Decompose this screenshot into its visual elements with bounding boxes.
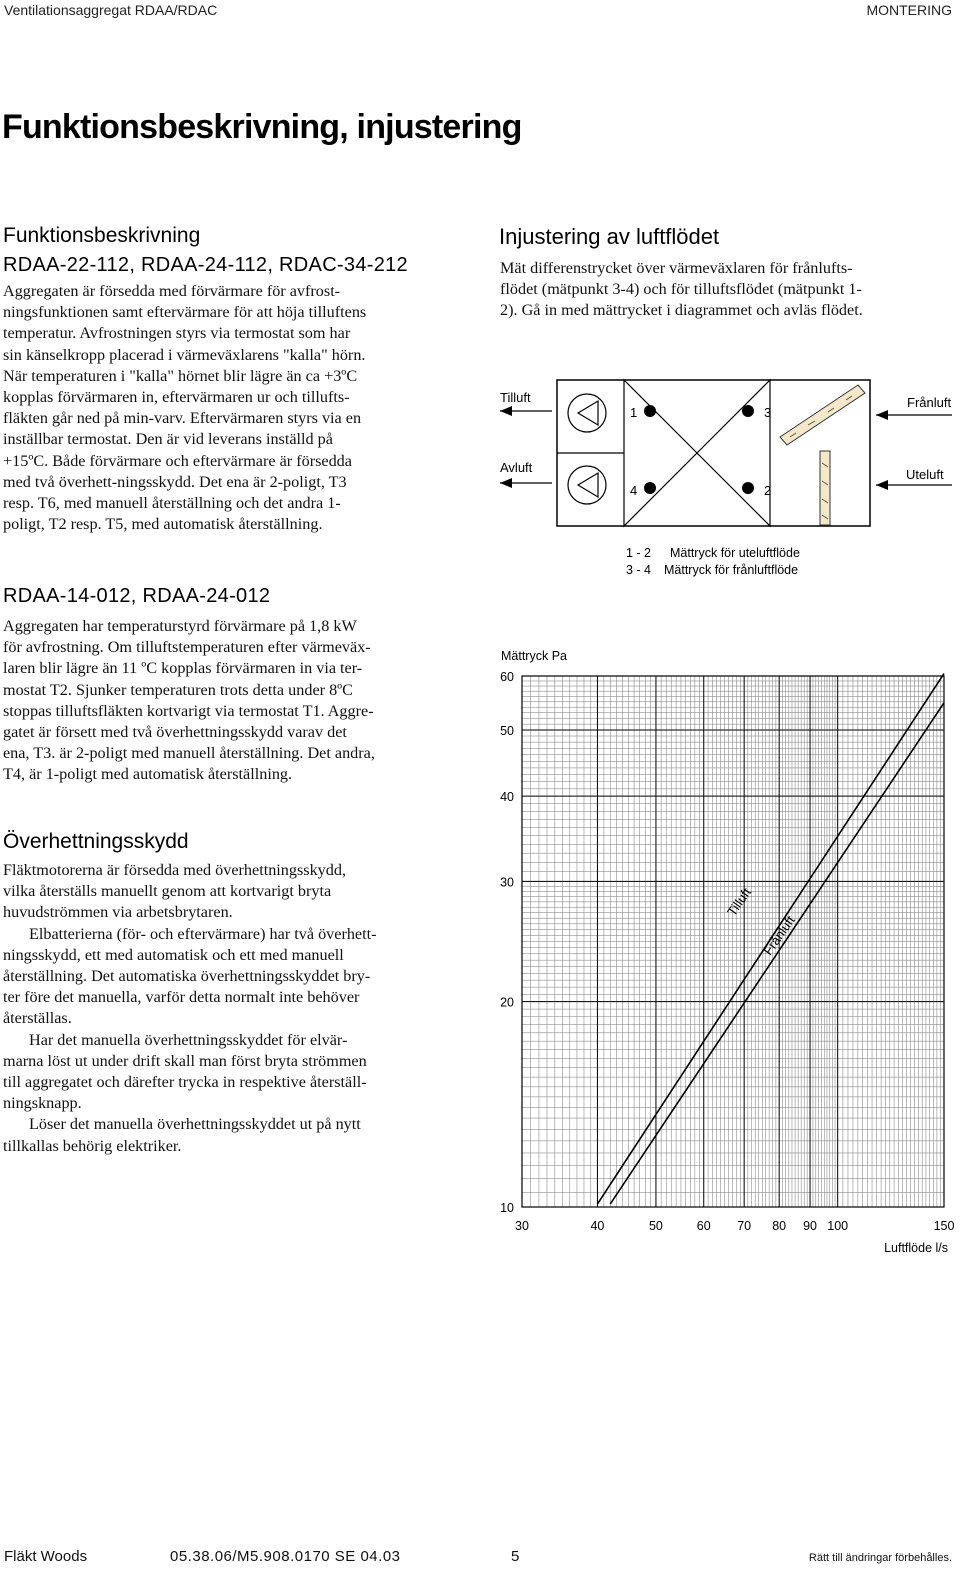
x-tick-label: 90: [803, 1219, 818, 1233]
text-line: poligt, T2 resp. T5, med automatisk återställning.: [3, 515, 323, 534]
text-line: återställning. Det automatiska överhettningsskyddet bry-: [3, 967, 371, 986]
subheading-rdaa-012: RDAA-14-012, RDAA-24-012: [3, 585, 271, 607]
text-line: stoppas tilluftsfläkten kortvarigt via termostat T1. Aggre-: [3, 701, 374, 720]
y-tick-label: 30: [500, 875, 514, 890]
footer-document-number: 05.38.06/M5.908.0170 SE 04.03: [170, 1548, 401, 1565]
text-line: +15ºC. Både förvärmare och eftervärmare är försedda: [3, 451, 352, 470]
legend-text-3-4: Mättryck för frånluftflöde: [664, 563, 799, 577]
header-doc-title: Ventilationsaggregat RDAA/RDAC: [4, 2, 218, 18]
text-line: Fläktmotorerna är försedda med överhettningsskydd,: [3, 861, 346, 879]
legend-text-1-2: Mättryck för uteluftflöde: [670, 546, 800, 560]
footer-company: Fläkt Woods: [4, 1548, 88, 1565]
text-line: ningsknapp.: [3, 1094, 82, 1113]
y-tick-label: 60: [500, 670, 514, 684]
series-label-franluft: Frånluft: [760, 913, 798, 958]
text-line: laren blir lägre än 11 ºC kopplas förvärmaren in via ter-: [3, 659, 363, 678]
text-line: resp. T6, med manuell återställning och det andra 1-: [3, 494, 341, 513]
text-line: marna löst ut under drift skall man först bryta strömmen: [3, 1051, 367, 1070]
text-line: för avfrostning. Om tilluftstemperaturen efter värmeväx-: [3, 638, 371, 657]
y-tick-label: 20: [500, 995, 514, 1010]
point-label-3: 3: [764, 405, 772, 420]
text-line: tillkallas behörig elektriker.: [3, 1136, 182, 1155]
heading-funktionsbeskrivning: Funktionsbeskrivning: [3, 224, 201, 247]
heading-overhettningsskydd: Överhettningsskydd: [3, 830, 189, 853]
label-tilluft: Tilluft: [500, 390, 531, 405]
heading-injustering: Injustering av luftflödet: [499, 224, 720, 249]
label-franluft: Frånluft: [907, 395, 952, 410]
page-title: Funktionsbeskrivning, injustering: [2, 108, 522, 146]
label-avluft: Avluft: [500, 460, 533, 475]
x-tick-label: 80: [772, 1219, 787, 1233]
text-line: T4, är 1-poligt med automatisk återställning.: [3, 765, 293, 784]
text-line: temperatur. Avfrostningen styrs via termostat som har: [3, 324, 351, 343]
x-tick-label: 70: [737, 1219, 752, 1233]
text-line: ningsskydd, ett med automatisk och ett med manuell: [3, 945, 344, 964]
x-tick-label: 150: [933, 1219, 955, 1233]
series-label-tilluft: Tilluft: [724, 885, 754, 919]
point-label-1: 1: [630, 405, 638, 420]
text-line: fläkten går ned på min-varv. Eftervärmaren styrs via en: [3, 409, 362, 428]
text-line: ningsfunktionen samt eftervärmare för att höja tilluftens: [3, 303, 367, 322]
x-tick-label: 50: [648, 1219, 663, 1233]
text-line: ter före det manuella, varför detta normalt inte behöver: [3, 988, 360, 1007]
text-line: När temperaturen i "kalla" hörnet blir lägre än ca +3ºC: [3, 366, 358, 385]
text-line: Löser det manuella överhettningsskyddet ut på nytt: [29, 1115, 361, 1134]
point-label-4: 4: [630, 483, 638, 498]
x-tick-label: 100: [827, 1219, 849, 1233]
text-line: flödet (mätpunkt 3-4) och för tilluftsflödet (mätpunkt 1-: [500, 280, 862, 299]
text-line: gatet är försett med två överhettningsskydd varav det: [3, 723, 347, 742]
text-line: Aggregaten är försedda med förvärmare för avfrost-: [3, 282, 341, 300]
text-line: Aggregaten har temperaturstyrd förvärmare på 1,8 kW: [3, 617, 357, 635]
legend-range-1-2: 1 - 2: [626, 546, 652, 560]
chart-ylabel: Mättryck Pa: [501, 649, 567, 663]
chart-minor-grid: [522, 676, 944, 1207]
text-line: sin känselkropp placerad i värmeväxlarens "kalla" hörn.: [3, 345, 366, 364]
text-line: kopplas förvärmaren in, eftervärmaren ur och tillufts-: [3, 388, 350, 407]
label-uteluft: Uteluft: [906, 467, 944, 482]
y-tick-label: 10: [500, 1201, 514, 1215]
text-line: inställbar termostat. Den är vid leverans inställd på: [3, 430, 333, 449]
x-tick-label: 60: [696, 1219, 711, 1233]
footer-page-number: 5: [511, 1548, 520, 1565]
text-line: ena, T3. är 2-poligt med manuell återställning. Det andra,: [3, 744, 375, 763]
y-tick-label: 40: [500, 790, 514, 805]
x-tick-label: 30: [515, 1219, 529, 1233]
y-tick-label: 50: [500, 724, 514, 739]
subheading-rdaa-112: RDAA-22-112, RDAA-24-112, RDAC-34-212: [3, 254, 408, 276]
text-line: huvudströmmen via arbetsbrytaren.: [3, 903, 233, 922]
text-line: Har det manuella överhettningsskyddet för elvär-: [29, 1030, 348, 1049]
text-line: Mät differenstrycket över värmeväxlaren för frånlufts-: [500, 259, 853, 277]
text-line: Elbatterierna (för- och eftervärmare) har två överhett-: [29, 924, 377, 943]
legend-range-3-4: 3 - 4: [626, 563, 652, 577]
x-tick-label: 40: [590, 1219, 605, 1233]
text-line: återställas.: [3, 1009, 72, 1028]
text-line: med två överhett-ningsskydd. Det ena är 2-poligt, T3: [3, 472, 347, 491]
text-line: till aggregatet och därefter trycka in respektive återställ-: [3, 1073, 367, 1092]
text-line: 2). Gå in med mättrycket i diagrammet och avläs flödet.: [500, 301, 863, 320]
point-label-2: 2: [764, 483, 772, 498]
chart-xlabel: Luftflöde l/s: [884, 1241, 948, 1255]
footer-rights: Rätt till ändringar förbehålles.: [808, 1552, 952, 1564]
header-section: MONTERING: [866, 2, 952, 18]
text-line: vilka återställs manuellt genom att kortvarigt bryta: [3, 882, 332, 901]
chart-tick-labels: [500, 670, 954, 1233]
text-line: mostat T2. Sjunker temperaturen trots detta under 8ºC: [3, 680, 353, 699]
